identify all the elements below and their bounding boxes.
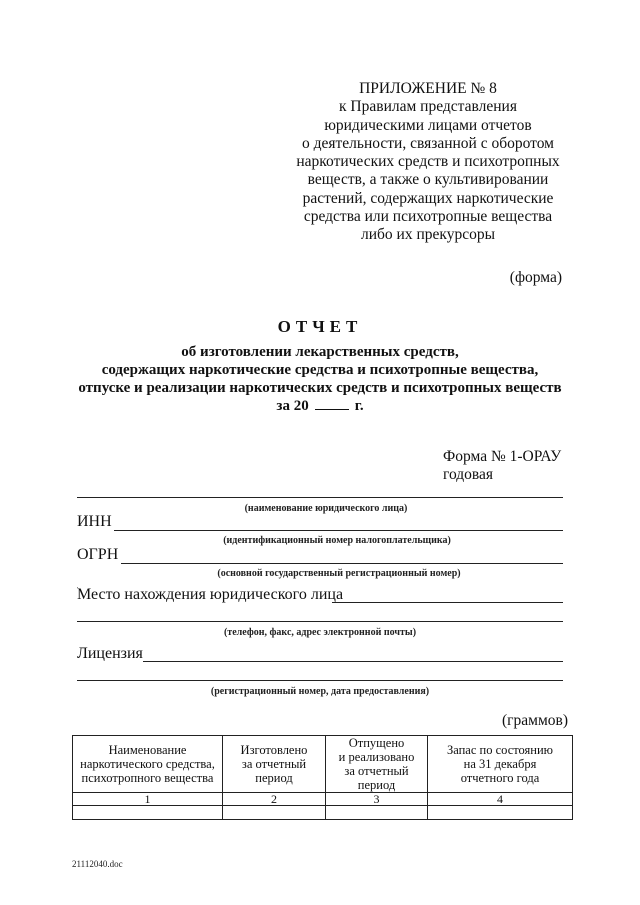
license-field[interactable] (143, 661, 563, 662)
appendix-header (283, 80, 573, 245)
ogrn-field[interactable] (121, 563, 563, 564)
header-stock-dec31: Запас по состоянию на 31 декабря отчетного года (428, 736, 573, 793)
column-number-row (73, 793, 573, 806)
license-details-caption: (регистрационный номер, дата предоставления) (210, 686, 430, 697)
form-number: Форма № 1-ОРАУ (443, 448, 562, 465)
inn-field[interactable] (114, 530, 563, 531)
subtitle-line: отпуске и реализации наркотических средств и психотропных веществ (78, 379, 562, 396)
units-label: (граммов) (502, 712, 568, 729)
contacts-field[interactable] (77, 621, 563, 622)
appendix-line: наркотических средств и психотропных (296, 153, 560, 171)
form-periodicity: годовая (443, 466, 494, 483)
legal-entity-name-caption: (наименование юридического лица) (244, 503, 408, 514)
appendix-title: ПРИЛОЖЕНИЕ № 8 (359, 80, 497, 97)
column-number: 4 (428, 793, 573, 806)
appendix-line: растений, содержащих наркотические (302, 189, 554, 207)
column-number: 1 (73, 793, 223, 806)
report-period (40, 397, 600, 416)
license-details-field[interactable] (77, 680, 563, 681)
table-row (73, 806, 573, 820)
column-number: 3 (326, 793, 428, 806)
table-cell[interactable] (326, 806, 428, 820)
period-suffix: г. (354, 398, 364, 415)
report-table (72, 735, 573, 820)
appendix-line: о деятельности, связанной с оборотом (301, 134, 554, 152)
file-name: 21112040.doc (72, 859, 123, 869)
inn-caption: (идентификационный номер налогоплательщика) (223, 535, 451, 546)
year-blank-field[interactable] (315, 397, 349, 410)
table-header-row (73, 736, 573, 793)
form-number-block (443, 448, 561, 484)
location-field[interactable] (332, 602, 563, 603)
location-label: Место нахождения юридического лица (77, 586, 344, 603)
table-cell[interactable] (223, 806, 326, 820)
ogrn-caption: (основной государственный регистрационный номер) (217, 568, 461, 579)
appendix-line: средства или психотропные вещества (303, 208, 553, 226)
header-substance-name: Наименование наркотического средства, психотропного вещества (73, 736, 223, 793)
appendix-line: юридическими лицами отчетов (324, 116, 532, 134)
header-manufactured: Изготовлено за отчетный период (223, 736, 326, 793)
header-dispensed-sold: Отпущено и реализовано за отчетный период (326, 736, 428, 793)
report-subtitle (40, 344, 600, 416)
subtitle-line: об изготовлении лекарственных средств, (181, 344, 459, 360)
period-prefix: за 20 (276, 398, 309, 415)
ogrn-label: ОГРН (77, 546, 119, 563)
table-cell[interactable] (428, 806, 573, 820)
appendix-line: веществ, а также о культивировании (307, 171, 549, 189)
contacts-caption: (телефон, факс, адрес электронной почты) (223, 627, 417, 638)
report-title: ОТЧЕТ (277, 317, 363, 336)
form-note: (форма) (509, 269, 562, 286)
table-cell[interactable] (73, 806, 223, 820)
inn-label: ИНН (77, 513, 112, 530)
column-number: 2 (223, 793, 326, 806)
appendix-line: либо их прекурсоры (361, 226, 495, 244)
subtitle-line: содержащих наркотические средства и психотропные вещества, (101, 361, 539, 378)
appendix-line: к Правилам представления (339, 98, 517, 116)
license-label: Лицензия (77, 645, 143, 662)
legal-entity-name-field[interactable] (77, 497, 563, 498)
